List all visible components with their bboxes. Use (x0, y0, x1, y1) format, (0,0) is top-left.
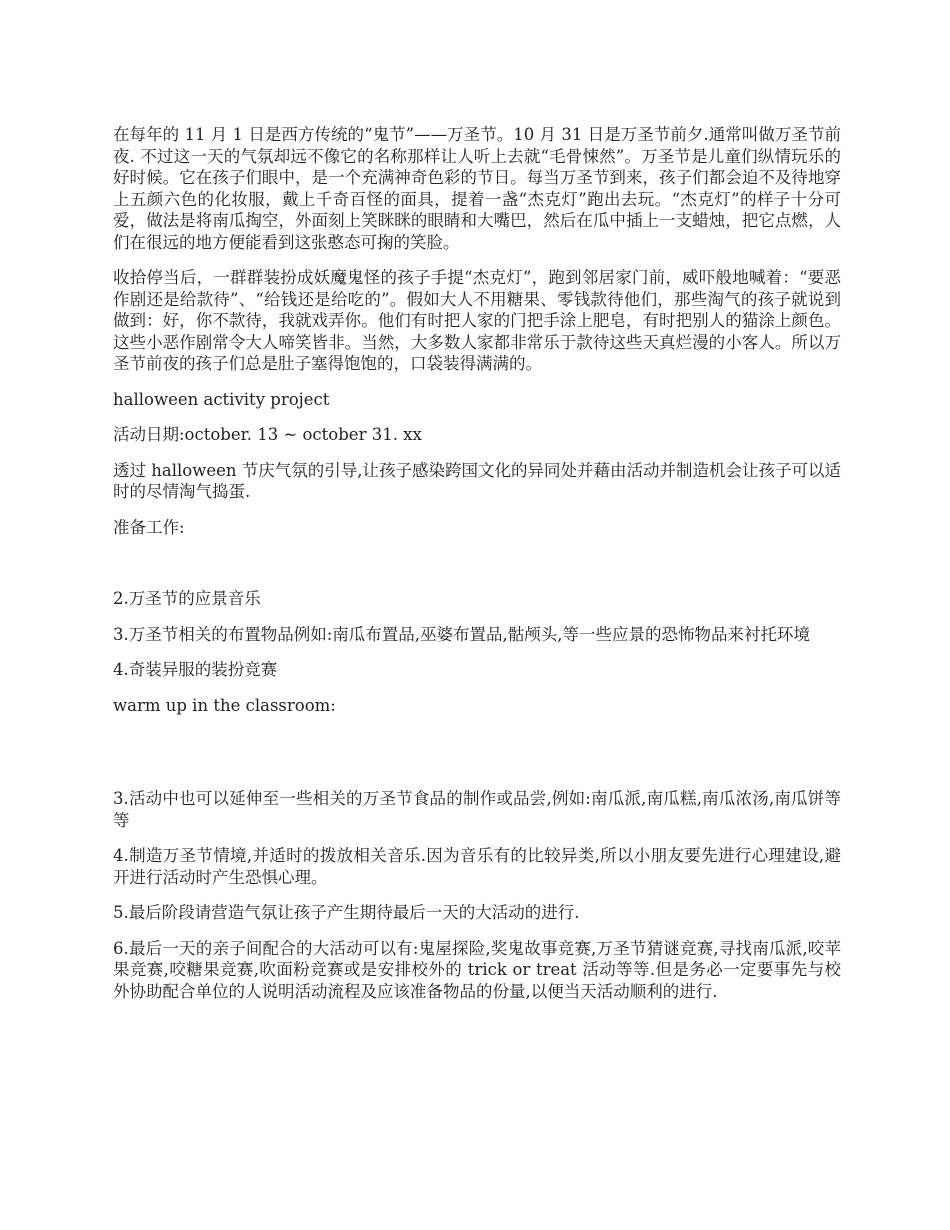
list-item-costume-contest: 4.奇装异服的装扮竞赛 (113, 660, 278, 679)
list-item-decorations: 3.万圣节相关的布置物品例如:南瓜布置品,巫婆布置品,骷颅头,等一些应景的恐怖物品来衬托环境 (113, 624, 811, 644)
paragraph-intro: 在每年的 11 月 1 日是西方传统的“鬼节”——万圣节。10 月 31 日是万圣节前夕.通常叫做万圣节前夜. 不过这一天的气氛却远不像它的名称那样让人听上去就“毛骨悚然”。万圣节是儿童们纵情玩乐的好时候。它在孩子们眼中，是一个充满神奇色彩的节日。每当万圣节到来，孩子们都会迫不及待地穿上五颜六色的化妆服，戴上千奇百怪的面具，提着一盏“杰克灯”跑出去玩。“杰克灯”的样子十分可爱，做法是将南瓜掏空，外面刻上笑眯眯的眼睛和大嘴巴，然后在瓜中插上一支蜡烛，把它点燃，人们在很远的地方便能看到这张憨态可掬的笑脸。 (113, 125, 841, 252)
list-item-final-day-activities: 6.最后一天的亲子间配合的大活动可以有:鬼屋探险,奖鬼故事竞赛,万圣节猜谜竞赛,寻找南瓜派,咬苹果竞赛,咬糖果竞赛,吹面粉竞赛或是安排校外的 trick or treat 活动等等.但是务必一定要事先与校外协助配合单位的人说明活动流程及应该准备物品的份量,以便当天活动顺利的进行. (113, 938, 842, 1001)
paragraph-purpose: 透过 halloween 节庆气氛的引导,让孩子感染跨国文化的异同处并藉由活动并制造机会让孩子可以适时的尽情淘气捣蛋. (113, 460, 841, 501)
document-page (113, 124, 841, 1016)
list-item-music: 2.万圣节的应景音乐 (113, 589, 261, 608)
blank-space (113, 730, 841, 788)
list-item-food: 3.活动中也可以延伸至一些相关的万圣节食品的制作或品尝,例如:南瓜派,南瓜糕,南瓜浓汤,南瓜饼等等 (113, 789, 841, 830)
blank-space (113, 552, 841, 588)
paragraph-trick-or-treat: 收拾停当后，一群群装扮成妖魔鬼怪的孩子手提“杰克灯”，跑到邻居家门前，威吓般地喊着：“要恶作剧还是给款待”、“给钱还是给吃的”。假如大人不用糖果、零钱款待他们，那些淘气的孩子就说到做到：好，你不款待，我就戏弄你。他们有时把人家的门把手涂上肥皂，有时把别人的猫涂上颜色。这些小恶作剧常令大人啼笑皆非。当然，大多数人家都非常乐于款待这些天真烂漫的小客人。所以万圣节前夜的孩子们总是肚子塞得饱饱的，口袋装得满满的。 (113, 268, 841, 373)
paragraph-project-title: halloween activity project (113, 389, 330, 409)
paragraph-activity-date: 活动日期:october. 13 ~ october 31. xx (113, 425, 422, 444)
list-item-final-stage: 5.最后阶段请营造气氛让孩子产生期待最后一天的大活动的进行. (113, 903, 580, 922)
list-item-music-atmosphere: 4.制造万圣节情境,并适时的拨放相关音乐.因为音乐有的比较异类,所以小朋友要先进行心理建设,避开进行活动时产生恐惧心理。 (113, 846, 841, 887)
paragraph-warm-up-heading: warm up in the classroom: (113, 695, 336, 715)
paragraph-preparation-heading: 准备工作: (113, 517, 185, 537)
